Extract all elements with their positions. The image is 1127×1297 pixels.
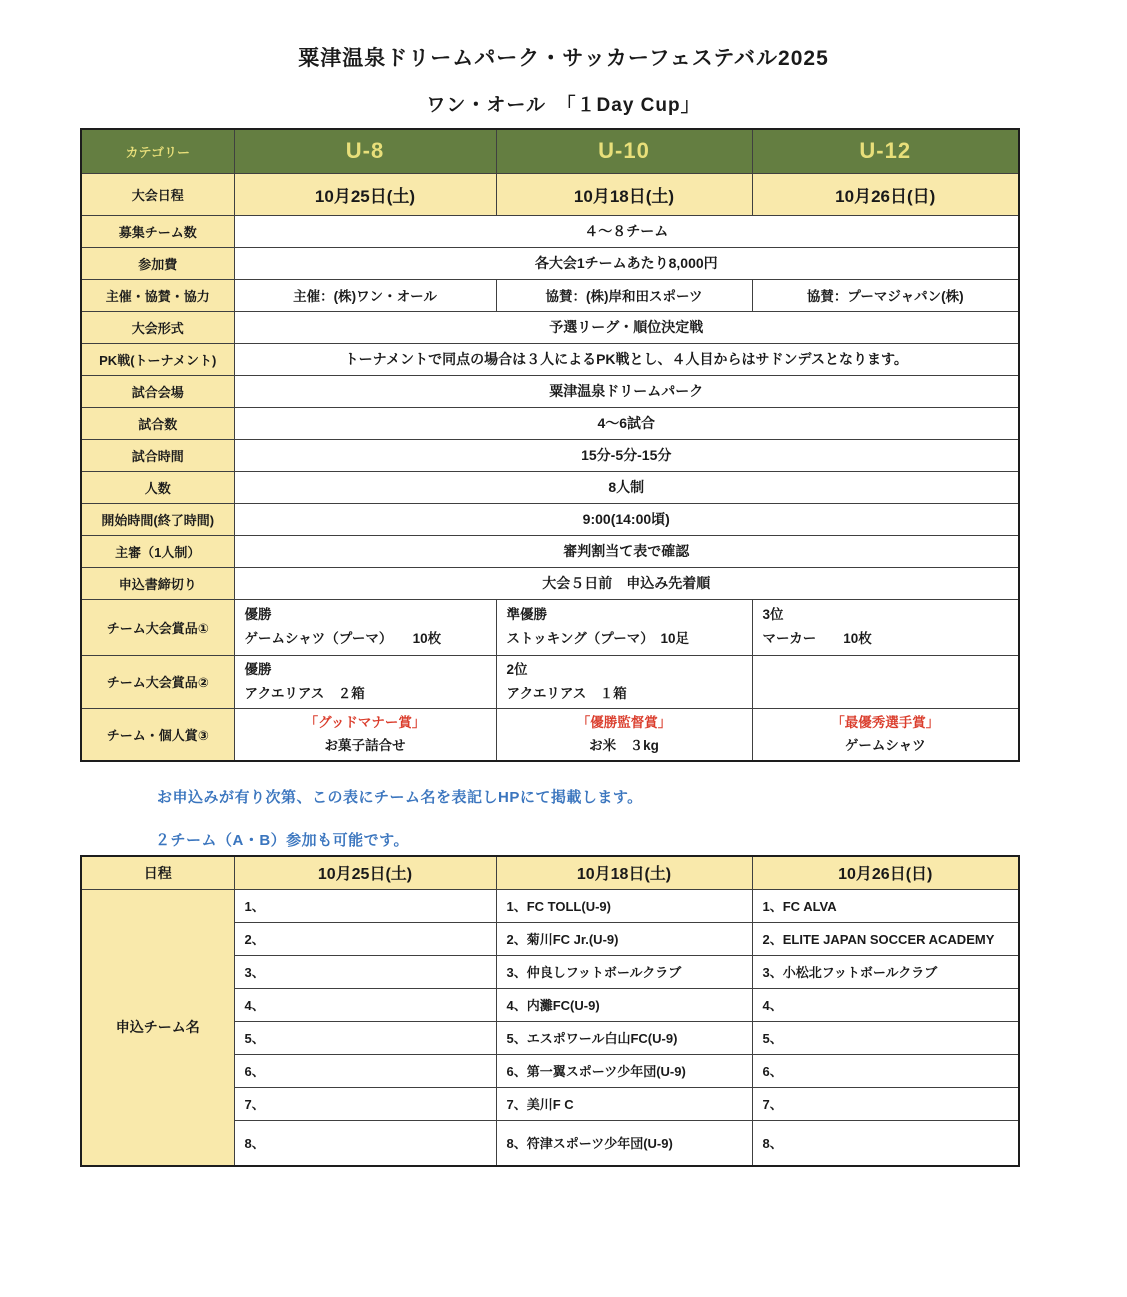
- award-item: お菓子詰合せ: [324, 738, 406, 754]
- row-label: 募集チーム数: [81, 215, 234, 247]
- team-slot: 4、: [752, 988, 1019, 1021]
- row-value: 各大会1チームあたり8,000円: [234, 247, 1019, 279]
- team-slot: 5、: [234, 1021, 496, 1054]
- note-two-teams: ２チーム（A・B）参加も可能です。: [155, 832, 409, 849]
- column-header-u12: U-12: [752, 129, 1019, 173]
- table-row: [81, 535, 1019, 567]
- team-slot: 3、仲良しフットボールクラブ: [496, 955, 752, 988]
- row-label: チーム大会賞品②: [81, 655, 234, 708]
- award-u8: [234, 708, 496, 761]
- row-value: ４～８チーム: [234, 215, 1019, 247]
- row-value: 大会５日前 申込み先着順: [234, 567, 1019, 599]
- row-label: 試合数: [81, 407, 234, 439]
- row-value: 8人制: [234, 471, 1019, 503]
- teams-date-u8: 10月25日(土): [234, 856, 496, 889]
- team-slot: 4、内灘FC(U-9): [496, 988, 752, 1021]
- teams-header-row: [81, 856, 1019, 889]
- prize-rank: 準優勝: [506, 607, 547, 623]
- award-item: ゲームシャツ: [844, 738, 926, 754]
- date-row: [81, 173, 1019, 215]
- row-value: 4～6試合: [234, 407, 1019, 439]
- team-slot: 8、: [234, 1120, 496, 1166]
- prize-item: マーカー 10枚: [762, 631, 872, 646]
- prize1-u10: [496, 599, 752, 655]
- table-row: [81, 375, 1019, 407]
- prize2-u10: [496, 655, 752, 708]
- column-header-u8: U-8: [234, 129, 496, 173]
- team-slot: 8、符津スポーツ少年団(U-9): [496, 1120, 752, 1166]
- row-label: 大会形式: [81, 311, 234, 343]
- team-slot: 6、: [234, 1054, 496, 1087]
- table-row: [81, 311, 1019, 343]
- row-label: PK戦(トーナメント): [81, 343, 234, 375]
- prize2-u8: [234, 655, 496, 708]
- category-header-row: [81, 129, 1019, 173]
- row-value: 9:00(14:00頃): [234, 503, 1019, 535]
- row-label: 主審（1人制）: [81, 535, 234, 567]
- sponsor-u8: 主催：(株)ワン・オール: [234, 279, 496, 311]
- prize-item: アクエリアス １箱: [506, 685, 627, 701]
- row-value: 予選リーグ・順位決定戦: [234, 311, 1019, 343]
- team-slot: 2、: [234, 922, 496, 955]
- row-value: 15分-5分-15分: [234, 439, 1019, 471]
- award-u10: [496, 708, 752, 761]
- prize-rank: 優勝: [244, 607, 272, 623]
- row-label: 主催・協賛・協力: [81, 279, 234, 311]
- tournament-info-table: [80, 128, 1020, 762]
- team-slot: 2、菊川FC Jr.(U-9): [496, 922, 752, 955]
- team-slot: 7、: [752, 1087, 1019, 1120]
- table-row: [81, 247, 1019, 279]
- prize-row-3: [81, 708, 1019, 761]
- sponsor-u12: 協賛：プーマジャパン(株): [752, 279, 1019, 311]
- entry-teams-label: 申込チーム名: [81, 889, 234, 1166]
- team-slot: 5、エスポワール白山FC(U-9): [496, 1021, 752, 1054]
- row-value: 粟津温泉ドリームパーク: [234, 375, 1019, 407]
- table-row: [81, 503, 1019, 535]
- date-u12: 10月26日(日): [752, 173, 1019, 215]
- prize1-u12: [752, 599, 1019, 655]
- team-slot: 1、: [234, 889, 496, 922]
- row-label: 試合時間: [81, 439, 234, 471]
- award-title: 「優勝監督賞」: [576, 714, 672, 730]
- sponsor-row: [81, 279, 1019, 311]
- prize-rank: 2位: [506, 661, 528, 677]
- prize-row-1: [81, 599, 1019, 655]
- row-label: 人数: [81, 471, 234, 503]
- row-value: トーナメントで同点の場合は３人によるPK戦とし、４人目からはサドンデスとなります。: [234, 343, 1019, 375]
- team-slot: 7、美川F C: [496, 1087, 752, 1120]
- table-row: [81, 567, 1019, 599]
- entry-teams-table: [80, 855, 1020, 1167]
- sponsor-u10: 協賛：(株)岸和田スポーツ: [496, 279, 752, 311]
- note-hp-listing: お申込みが有り次第、この表にチーム名を表記しHPにて掲載します。: [157, 789, 643, 806]
- row-label: 開始時間(終了時間): [81, 503, 234, 535]
- team-slot: 5、: [752, 1021, 1019, 1054]
- team-slot: 6、第一翼スポーツ少年団(U-9): [496, 1054, 752, 1087]
- row-label: 申込書締切り: [81, 567, 234, 599]
- team-slot: 1、FC ALVA: [752, 889, 1019, 922]
- date-row-label: 大会日程: [81, 173, 234, 215]
- teams-header-label: 日程: [81, 856, 234, 889]
- prize-item: アクエリアス ２箱: [244, 685, 365, 701]
- prize-rank: 3位: [762, 607, 784, 623]
- team-slot: 4、: [234, 988, 496, 1021]
- date-u8: 10月25日(土): [234, 173, 496, 215]
- table-row: [81, 343, 1019, 375]
- table-row: [81, 407, 1019, 439]
- page-title: 粟津温泉ドリームパーク・サッカーフェステバル2025: [298, 47, 829, 70]
- team-slot: 3、小松北フットボールクラブ: [752, 955, 1019, 988]
- row-label: チーム大会賞品①: [81, 599, 234, 655]
- row-label: チーム・個人賞③: [81, 708, 234, 761]
- date-u10: 10月18日(土): [496, 173, 752, 215]
- award-item: お米 ３kg: [589, 738, 659, 754]
- table-row: [81, 439, 1019, 471]
- table-row: [81, 215, 1019, 247]
- prize1-u8: [234, 599, 496, 655]
- teams-date-u12: 10月26日(日): [752, 856, 1019, 889]
- prize-item: ゲームシャツ（プーマ） 10枚: [244, 631, 442, 646]
- award-title: 「最優秀選手賞」: [831, 714, 940, 730]
- prize-item: ストッキング（プーマ） 10足: [506, 631, 690, 646]
- row-label: 参加費: [81, 247, 234, 279]
- award-u12: [752, 708, 1019, 761]
- prize-rank: 優勝: [244, 661, 272, 677]
- award-title: 「グッドマナー賞」: [304, 714, 426, 730]
- prize-row-2: [81, 655, 1019, 708]
- team-slot: 8、: [752, 1120, 1019, 1166]
- team-slot: 2、ELITE JAPAN SOCCER ACADEMY: [752, 922, 1019, 955]
- team-slot: 6、: [752, 1054, 1019, 1087]
- teams-date-u10: 10月18日(土): [496, 856, 752, 889]
- row-value: 審判割当て表で確認: [234, 535, 1019, 567]
- team-slot: 3、: [234, 955, 496, 988]
- page-subtitle: ワン・オール 「１Day Cup」: [426, 95, 701, 116]
- row-label: 試合会場: [81, 375, 234, 407]
- prize2-u12: [752, 655, 1019, 708]
- column-header-u10: U-10: [496, 129, 752, 173]
- team-slot: 7、: [234, 1087, 496, 1120]
- team-row: [81, 889, 1019, 922]
- category-header-label: カテゴリー: [81, 129, 234, 173]
- team-slot: 1、FC TOLL(U-9): [496, 889, 752, 922]
- table-row: [81, 471, 1019, 503]
